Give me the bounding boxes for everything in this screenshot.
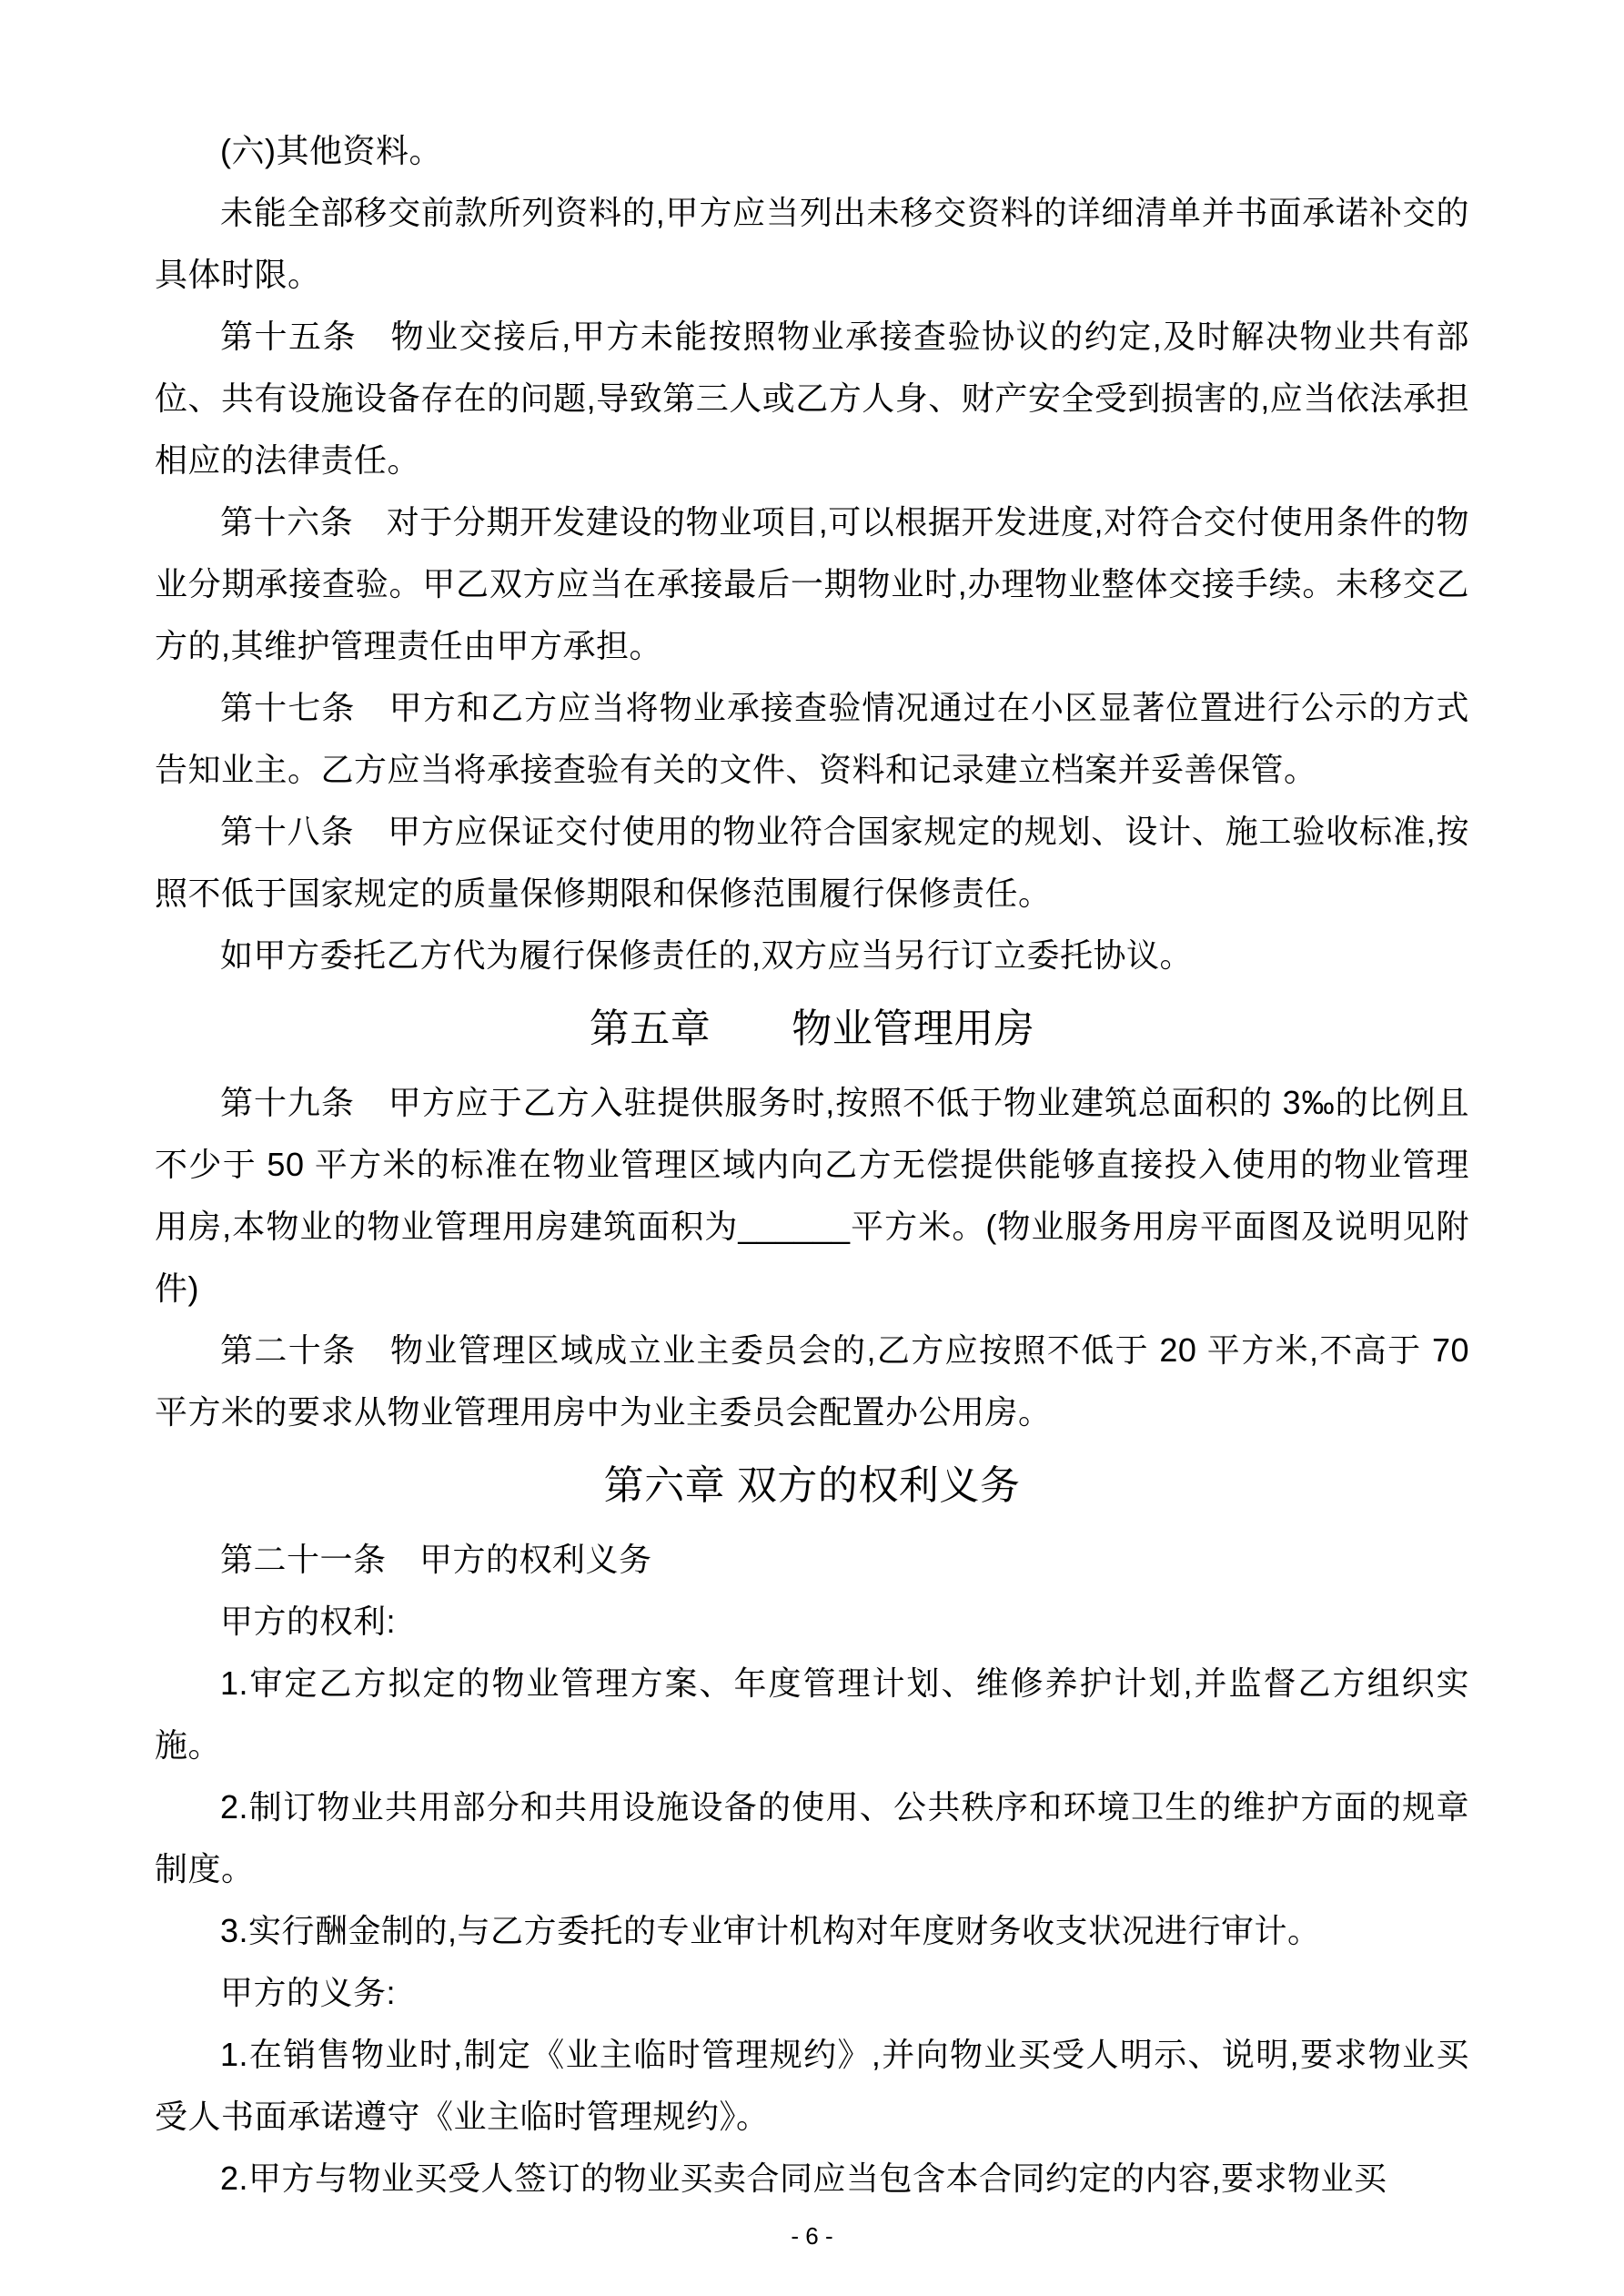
paragraph-clause-21: 第二十一条 甲方的权利义务 [220, 1541, 652, 1578]
paragraph-other-materials: (六)其他资料。 [220, 132, 442, 169]
chapter-6-heading: 第六章 双方的权利义务 [603, 1463, 1021, 1508]
paragraph-clause-16: 第十六条 对于分期开发建设的物业项目,可以根据开发进度,对符合交付使用条件的物业分期承接查验。甲乙双方应当在承接最后一期物业时,办理物业整体交接手续。未移交乙方的,其维护管理责任由甲方承担。 [155, 503, 1469, 664]
paragraph-party-a-rights-label: 甲方的权利: [220, 1603, 397, 1640]
paragraph-warranty-delegation: 如甲方委托乙方代为履行保修责任的,双方应当另行订立委托协议。 [220, 936, 1194, 974]
paragraph-clause-20: 第二十条 物业管理区域成立业主委员会的,乙方应按照不低于 20 平方米,不高于 70 平方米的要求从物业管理用房中为业主委员会配置办公用房。 [155, 1331, 1469, 1431]
paragraph-right-1: 1.审定乙方拟定的物业管理方案、年度管理计划、维修养护计划,并监督乙方组织实施。 [155, 1664, 1469, 1764]
paragraph-duty-2: 2.甲方与物业买受人签订的物业买卖合同应当包含本合同约定的内容,要求物业买 [220, 2159, 1387, 2197]
paragraph-party-a-duties-label: 甲方的义务: [220, 1974, 397, 2011]
document-content [155, 120, 1469, 2210]
paragraph-duty-1: 1.在销售物业时,制定《业主临时管理规约》,并向物业买受人明示、说明,要求物业买受人书面承诺遵守《业主临时管理规约》。 [155, 2036, 1469, 2135]
paragraph-clause-17: 第十七条 甲方和乙方应当将物业承接查验情况通过在小区显著位置进行公示的方式告知业主。乙方应当将承接查验有关的文件、资料和记录建立档案并妥善保管。 [155, 689, 1469, 788]
paragraph-clause-15: 第十五条 物业交接后,甲方未能按照物业承接查验协议的约定,及时解决物业共有部位、共有设施设备存在的问题,导致第三人或乙方人身、财产安全受到损害的,应当依法承担相应的法律责任。 [155, 318, 1469, 479]
page-number: - 6 - [791, 2222, 833, 2250]
paragraph-handover-supplement: 未能全部移交前款所列资料的,甲方应当列出未移交资料的详细清单并书面承诺补交的具体时限。 [155, 194, 1469, 293]
chapter-5-heading: 第五章 物业管理用房 [589, 1006, 1035, 1051]
paragraph-right-3: 3.实行酬金制的,与乙方委托的专业审计机构对年度财务收支状况进行审计。 [220, 1912, 1321, 1949]
paragraph-clause-19: 第十九条 甲方应于乙方入驻提供服务时,按照不低于物业建筑总面积的 3‰的比例且不少于 50 平方米的标准在物业管理区域内向乙方无偿提供能够直接投入使用的物业管理用房,本物业的物业管理用房建筑面积为______平方米。(物业服务用房平面图及说明见附件) [155, 1084, 1469, 1307]
paragraph-clause-18: 第十八条 甲方应保证交付使用的物业符合国家规定的规划、设计、施工验收标准,按照不低于国家规定的质量保修期限和保修范围履行保修责任。 [155, 813, 1469, 912]
paragraph-right-2: 2.制订物业共用部分和共用设施设备的使用、公共秩序和环境卫生的维护方面的规章制度。 [155, 1788, 1469, 1887]
